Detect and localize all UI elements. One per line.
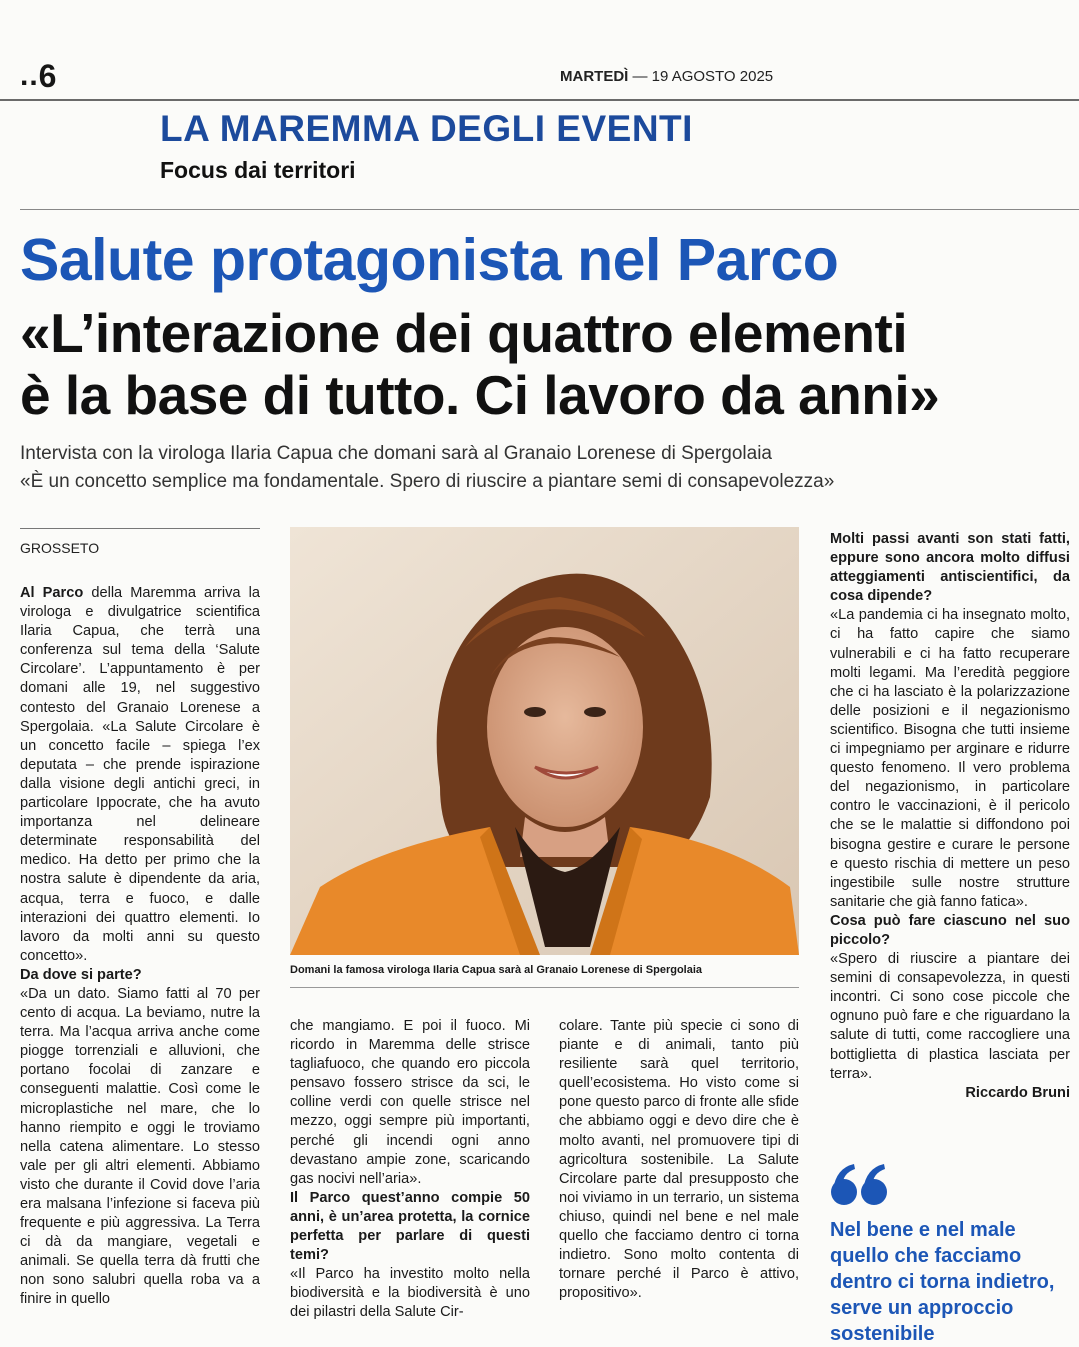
dateline-day: MARTEDÌ bbox=[560, 68, 629, 85]
dateline-date: — 19 AGOSTO 2025 bbox=[628, 68, 774, 85]
article-column-3 bbox=[559, 1017, 799, 1303]
question-1: Da dove si parte? bbox=[20, 966, 142, 983]
top-rule bbox=[0, 99, 1079, 101]
page-number-value: 6 bbox=[38, 58, 58, 94]
deck-line-1: Intervista con la virologa Ilaria Capua che domani sarà al Granaio Lorenese di Spergolaia bbox=[20, 443, 772, 464]
article-title-line-1: «L’interazione dei quattro elementi bbox=[20, 302, 908, 364]
article-column-1 bbox=[20, 584, 260, 1310]
question-4: Cosa può fare ciascuno nel suo piccolo? bbox=[830, 912, 1070, 948]
article-title bbox=[20, 302, 939, 426]
answer-1: «Da un dato. Siamo fatti al 70 per cento di acqua. La beviamo, nutre la terra. Ma l’acqua arriva anche come piogge torrenziali e alluvioni, che portano focolai di zanzare e conseguenti malattie. Così come le microplastiche nel mare, che lo hanno riempito e oggi le troviamo nella catena alimentare. Lo stesso vale per gli altri elementi. Abbiamo visto che durante il Covid dove l’aria era malsana l’infezione si faceva più frequente e più aggressiva. La Terra ci dà da mangiare, vegetali e animali. Se quella terra dà frutti che non sono salubri quella roba va a finire in quello bbox=[20, 985, 260, 1308]
page-number-dots: .. bbox=[20, 59, 39, 92]
section-rule bbox=[20, 209, 1079, 210]
article-column-4 bbox=[830, 530, 1070, 1103]
pull-quote: Nel bene e nel male quello che facciamo dentro ci torna indietro, serve un approccio sostenibile bbox=[830, 1219, 1055, 1345]
portrait-photo bbox=[290, 527, 799, 955]
column-3-text: colare. Tante più specie ci sono di piante e di animali, tanto più resiliente sarà quel territorio, quell’ecosistema. Ho visto come si pone questo parco di fronte alle sfide che abbiamo oggi e devo dire che è molto avanti, nel promuovere tipi di agricoltura sostenibile. La Salute Circolare parte dal presupposto che noi viviamo in un terrario, un sistema chiuso, quindi nel bene e nel male quello che facciamo dentro ci torna indietro. Sono molto contenta di tornare perché il Parco è attivo, propositivo». bbox=[559, 1018, 799, 1302]
quote-mark-icon bbox=[830, 1162, 890, 1206]
answer-4: «Spero di riuscire a piantare dei semini di consapevolezza, in questi incontri. Ci sono cose piccole che ognuno può fare e che riguardano la salute di tutti, come raccogliere una bottiglietta di plastica lasciata per terra». bbox=[830, 951, 1070, 1082]
section-title: LA MAREMMA DEGLI EVENTI bbox=[160, 108, 693, 149]
article-title-line-2: è la base di tutto. Ci lavoro da anni» bbox=[20, 364, 940, 426]
author-signature: Riccardo Bruni bbox=[965, 1084, 1070, 1101]
page-number bbox=[20, 58, 57, 95]
caption-rule bbox=[290, 987, 799, 988]
lead-paragraph bbox=[20, 584, 260, 966]
question-2: Il Parco quest’anno compie 50 anni, è un’area protetta, la cornice perfetta per parlare di questi temi? bbox=[290, 1189, 530, 1264]
article-deck bbox=[20, 440, 834, 496]
location-kicker: GROSSETO bbox=[20, 528, 260, 556]
lead-body: della Maremma arriva la virologa e divulgatrice scientifica Ilaria Capua, che terrà una conferenza sul tema della ‘Salute Circolare’. L’appuntamento è per domani alle 19, nel suggestivo contesto del Granaio Lorenese a Spergolaia. «La Salute Circolare è un concetto facile – spiega l’ex deputata – che prende ispirazione dalla visione degli antichi greci, in particolare Ippocrate, che ha avuto importanza nel delineare determinate responsabilità del medico. Ha detto per primo che la nostra salute è dipendente da aria, acqua, terra e fuoco, e dalle interazioni dei quattro elementi. Io lavoro da molti anni su questo concetto». bbox=[20, 585, 260, 964]
article-column-2 bbox=[290, 1017, 530, 1323]
dateline bbox=[560, 68, 773, 85]
headline: Salute protagonista nel Parco bbox=[20, 227, 839, 293]
column-2-text: che mangiamo. E poi il fuoco. Mi ricordo in Maremma delle strisce tagliafuoco, che quando ero piccola pensavo fossero strisce da sci, le colline verdi con quelle strisce nel mezzo, oggi sempre più importanti, perché gli incendi ogni anno devastano ampie zone, scaricando gas nocivi nell’aria». bbox=[290, 1018, 530, 1187]
lead-bold: Al Parco bbox=[20, 585, 84, 601]
section-subtitle: Focus dai territori bbox=[160, 157, 356, 183]
question-3: Molti passi avanti son stati fatti, eppure sono ancora molto diffusi atteggiamenti antiscientifici, da cosa dipende? bbox=[830, 531, 1070, 605]
deck-line-2: «È un concetto semplice ma fondamentale. Spero di riuscire a piantare semi di consapevolezza» bbox=[20, 471, 835, 492]
answer-2: «Il Parco ha investito molto nella biodiversità e la biodiversità è uno dei pilastri della Salute Cir- bbox=[290, 1266, 530, 1321]
answer-3: «La pandemia ci ha insegnato molto, ci ha fatto capire che siamo vulnerabili e ci ha fatto recuperare molti legami. Ma l’eredità peggiore che ci ha lasciato è la polarizzazione delle posizioni e il negazionismo scientifico. Bisogna che tutti insieme ci impegniamo per arginare e ridurre questo fenomeno. Il vero problema del negazionismo, in particolare contro le vaccinazioni, è il pericolo che se le malattie si diffondono poi bisogna gestire e curare le persone e questo rischia di mettere un peso ingestibile sulle nostre strutture sanitarie che già fanno fatica». bbox=[830, 607, 1070, 910]
photo-caption: Domani la famosa virologa Ilaria Capua sarà al Granaio Lorenese di Spergolaia bbox=[290, 964, 703, 976]
